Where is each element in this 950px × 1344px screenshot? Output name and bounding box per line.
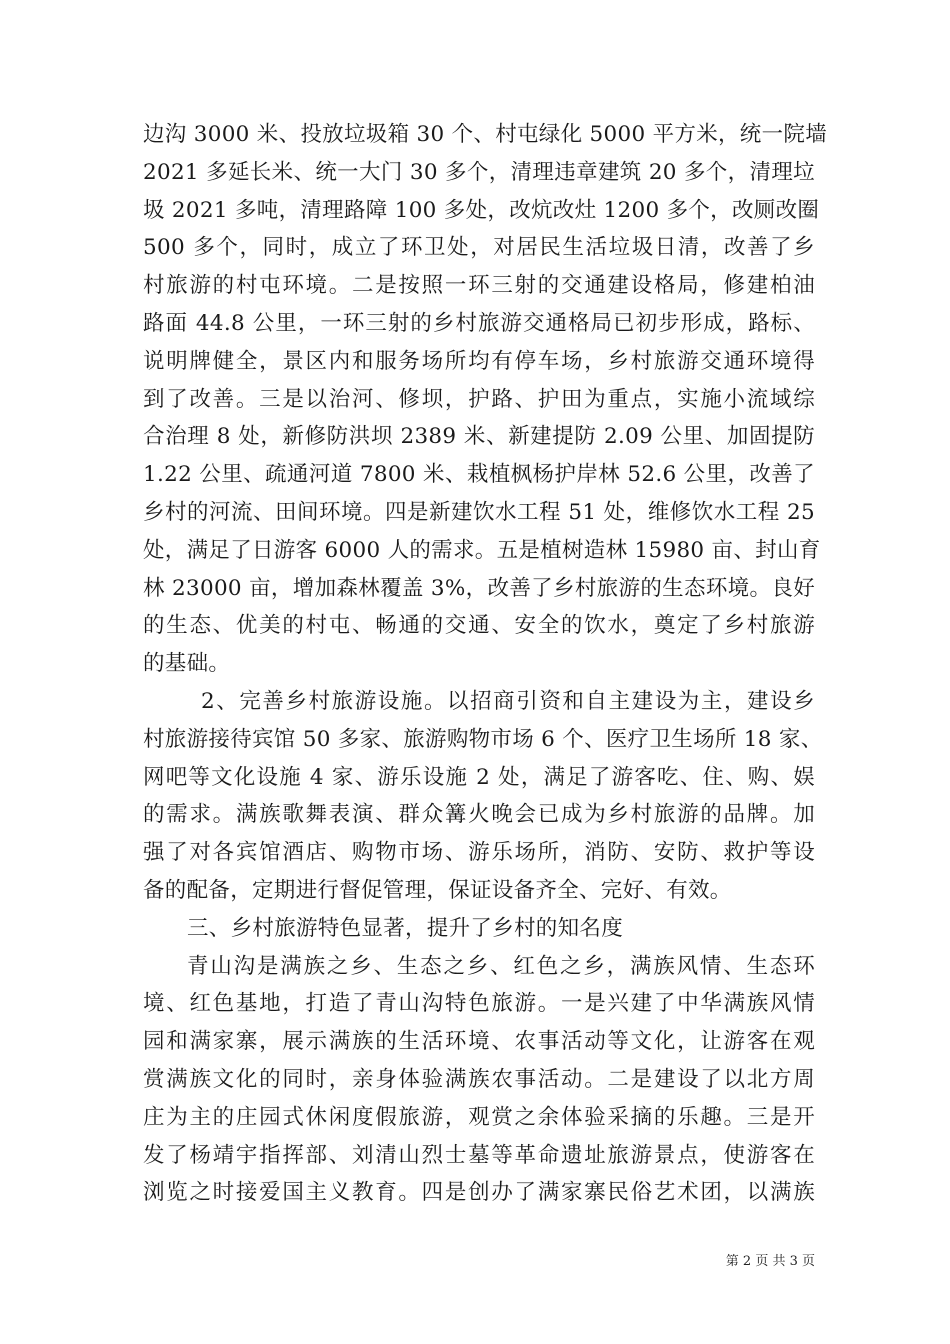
section-heading: 三、乡村旅游特色显著，提升了乡村的知名度 bbox=[187, 915, 624, 941]
text-line: 赏满族文化的同时，亲身体验满族农事活动。二是建设了以北方周 bbox=[143, 1066, 815, 1092]
text-line: 网吧等文化设施 4 家、游乐设施 2 处，满足了游客吃、住、购、娱 bbox=[143, 764, 815, 790]
text-line: 处，满足了日游客 6000 人的需求。五是植树造林 15980 亩、封山育 bbox=[143, 537, 821, 563]
document-body bbox=[143, 116, 827, 1212]
text-line: 林 23000 亩，增加森林覆盖 3%，改善了乡村旅游的生态环境。良好 bbox=[143, 575, 815, 601]
text-line: 说明牌健全，景区内和服务场所均有停车场，乡村旅游交通环境得 bbox=[143, 348, 815, 374]
text-line: 备的配备，定期进行督促管理，保证设备齐全、完好、有效。 bbox=[143, 877, 732, 903]
text-line: 境、红色基地，打造了青山沟特色旅游。一是兴建了中华满族风情 bbox=[143, 991, 815, 1017]
text-line: 路面 44.8 公里，一环三射的乡村旅游交通格局已初步形成，路标、 bbox=[143, 310, 815, 336]
text-line: 的需求。满族歌舞表演、群众篝火晚会已成为乡村旅游的品牌。加 bbox=[143, 802, 815, 828]
text-line: 村旅游的村屯环境。二是按照一环三射的交通建设格局，修建柏油 bbox=[143, 273, 815, 299]
text-line: 到了改善。三是以治河、修坝，护路、护田为重点，实施小流域综 bbox=[143, 386, 815, 412]
text-line: 500 多个，同时，成立了环卫处，对居民生活垃圾日清，改善了乡 bbox=[143, 235, 815, 261]
text-line: 发了杨靖宇指挥部、刘清山烈士墓等革命遗址旅游景点，使游客在 bbox=[143, 1142, 815, 1168]
text-line: 村旅游接待宾馆 50 多家、旅游购物市场 6 个、医疗卫生场所 18 家、 bbox=[143, 726, 823, 752]
text-line: 圾 2021 多吨，清理路障 100 多处，改炕改灶 1200 多个，改厕改圈 bbox=[143, 197, 820, 223]
text-line: 强了对各宾馆酒店、购物市场、游乐场所，消防、安防、救护等设 bbox=[143, 840, 815, 866]
text-line: 园和满家寨，展示满族的生活环境、农事活动等文化，让游客在观 bbox=[143, 1029, 815, 1055]
text-line: 合治理 8 处，新修防洪坝 2389 米、新建提防 2.09 公里、加固提防 bbox=[143, 424, 815, 450]
text-line: 边沟 3000 米、投放垃圾箱 30 个、村屯绿化 5000 平方米，统一院墙 bbox=[143, 122, 827, 147]
text-line: 庄为主的庄园式休闲度假旅游，观赏之余体验采摘的乐趣。三是开 bbox=[143, 1104, 815, 1130]
text-line: 2、完善乡村旅游设施。以招商引资和自主建设为主，建设乡 bbox=[201, 688, 815, 714]
text-line: 青山沟是满族之乡、生态之乡、红色之乡，满族风情、生态环 bbox=[187, 953, 815, 979]
text-line: 乡村的河流、田间环境。四是新建饮水工程 51 处，维修饮水工程 25 bbox=[143, 499, 815, 525]
text-line: 的生态、优美的村屯、畅通的交通、安全的饮水，奠定了乡村旅游 bbox=[143, 613, 815, 639]
text-line: 2021 多延长米、统一大门 30 多个，清理违章建筑 20 多个，清理垃 bbox=[143, 159, 815, 185]
page-number: 第 2 页 共 3 页 bbox=[725, 1254, 815, 1269]
text-line: 1.22 公里、疏通河道 7800 米、栽植枫杨护岸林 52.6 公里，改善了 bbox=[143, 462, 815, 488]
text-line: 浏览之时接爱国主义教育。四是创办了满家寨民俗艺术团，以满族 bbox=[143, 1180, 815, 1206]
text-line: 的基础。 bbox=[143, 651, 231, 677]
